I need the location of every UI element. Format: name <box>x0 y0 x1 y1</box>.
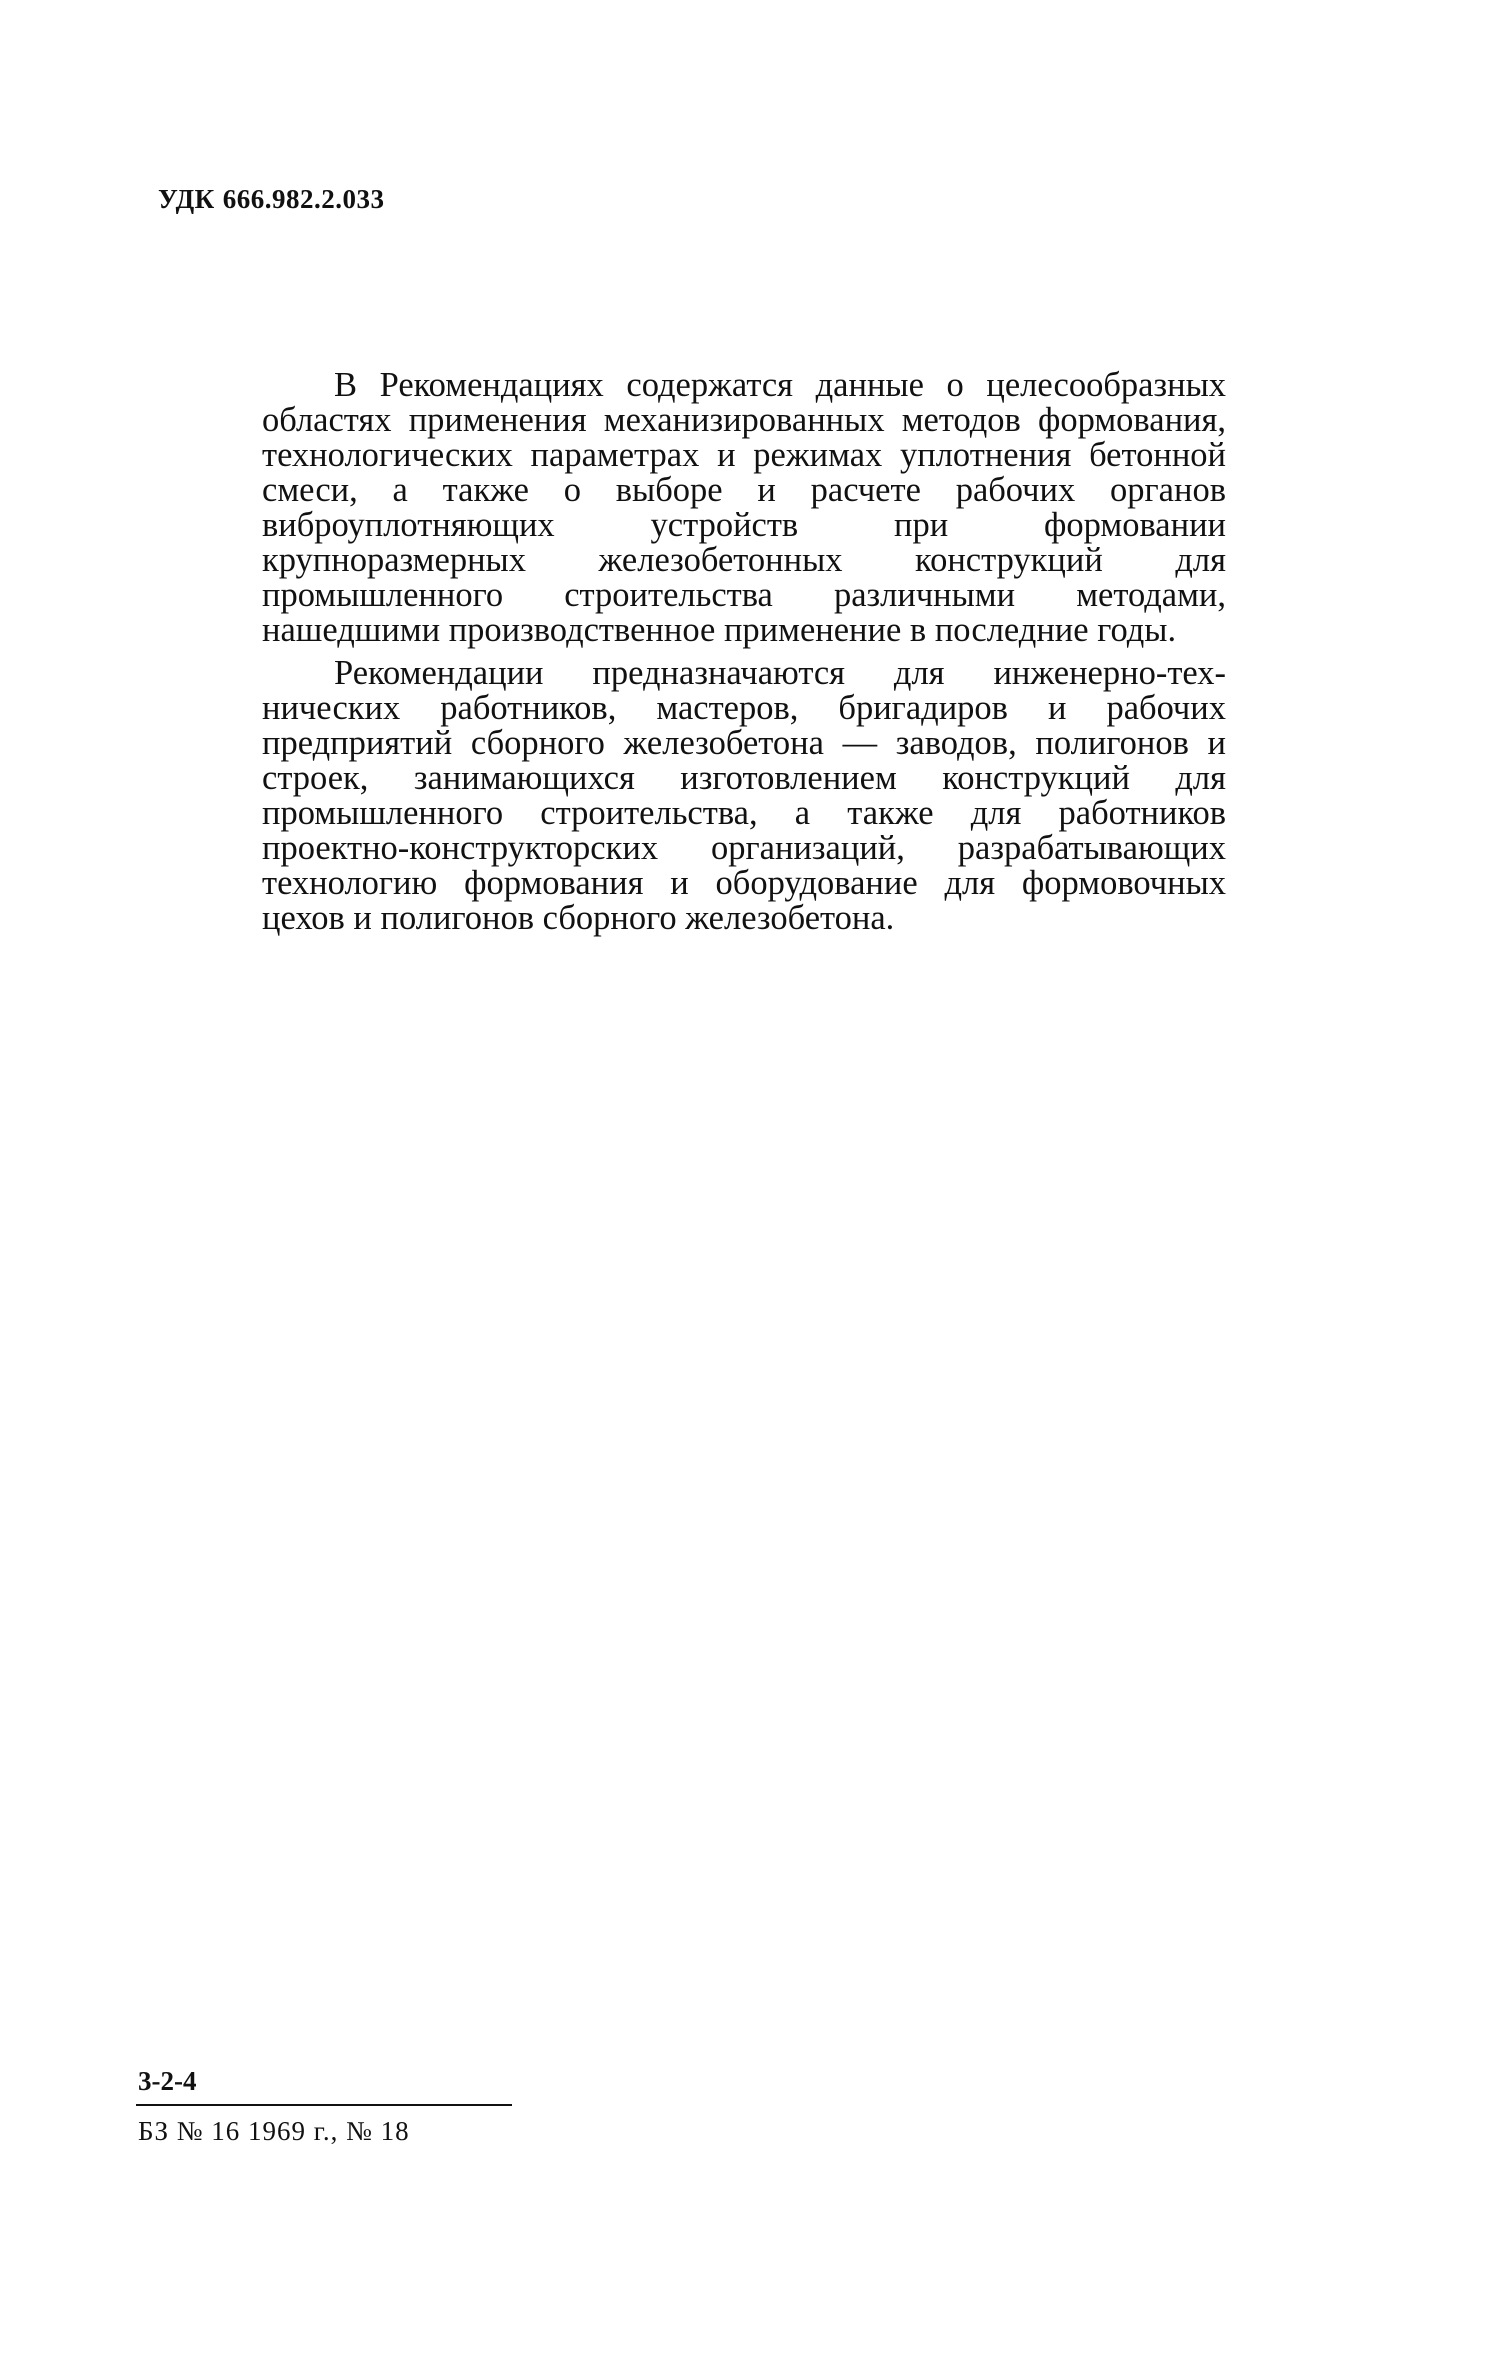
imprint-line: БЗ № 16 1969 г., № 18 <box>138 2116 410 2146</box>
udc-number: 666.982.2.033 <box>222 184 385 214</box>
udc-label: УДК <box>158 184 215 214</box>
publication-codes <box>136 2066 514 2146</box>
print-code: 3-2-4 <box>138 2066 197 2096</box>
abstract-text <box>262 368 1226 936</box>
udc-line <box>158 184 385 215</box>
abstract-paragraph-1: В Рекомендациях содержатся данные о целесообразных областях применения механизированных методов формования, технологических параметрах и режимах уплотнения бетонной смеси, а также о выборе и расчете рабочих органов виброуплотняющих устройств при формовании крупноразмерных железобетонных конструкций для промышленного строительства различными методами, нашедшими производственное применение в последние годы. <box>262 366 1226 649</box>
footer-rule <box>136 2104 512 2106</box>
abstract-paragraph-2: Рекомендации предназначаются для инженерно-технических работников, мастеров, бригадиров и рабочих предприятий сборного железобетона — заводов, полигонов и строек, занимающихся изготовлением конструкций для промышленного строительства, а также для работников проектно-конструкторских организаций, разрабатывающих технологию формования и оборудование для формовочных цехов и полигонов сборного железобетона. <box>262 654 1226 937</box>
